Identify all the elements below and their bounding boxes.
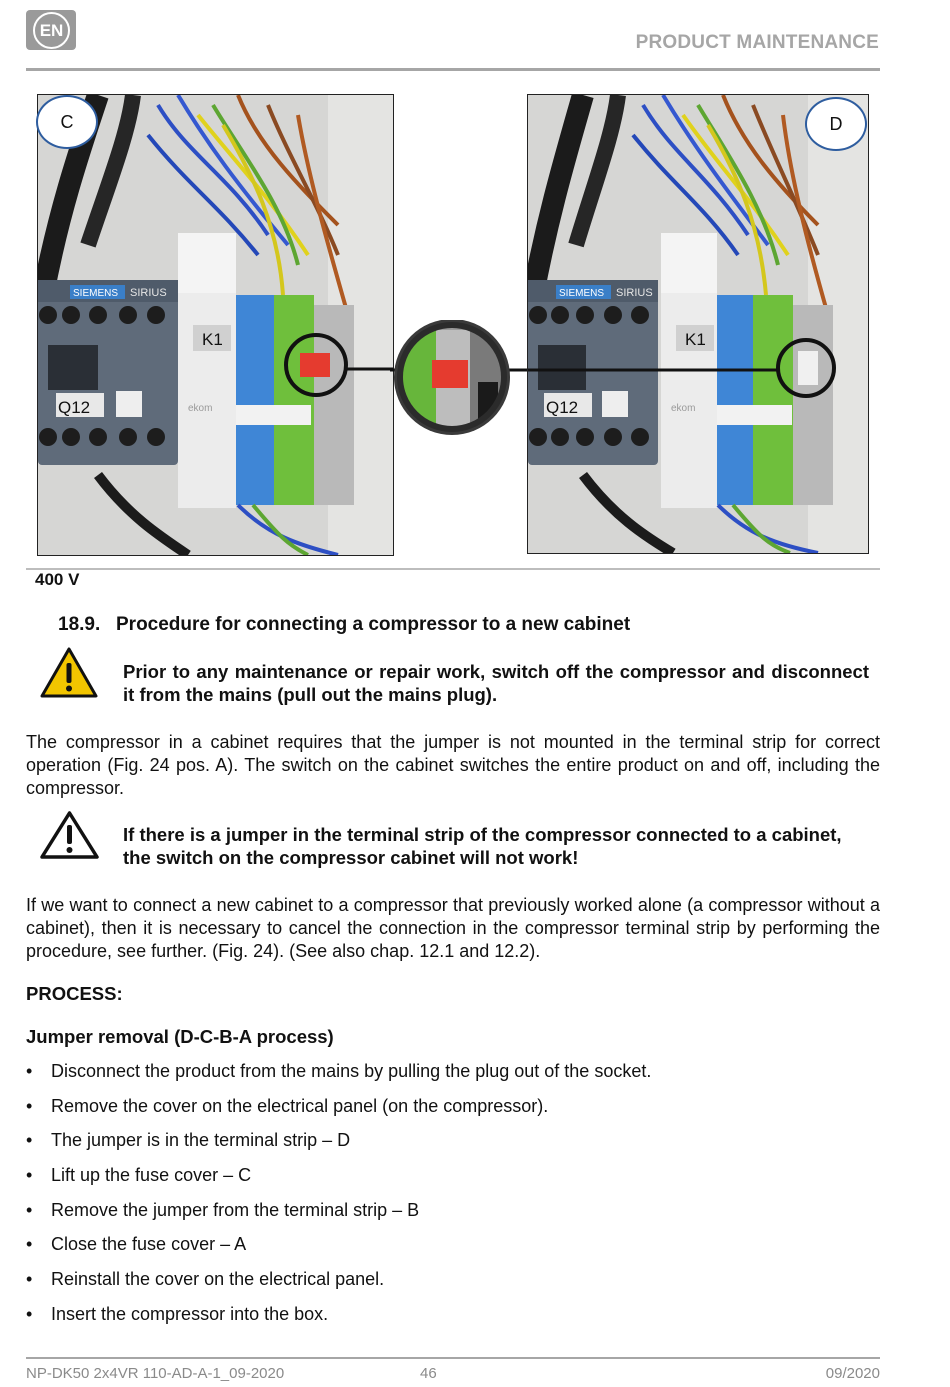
warning-text-2: If there is a jumper in the terminal strip of the compressor connected to a cabinet, the switch on the compressor cabinet will not work! [123, 824, 842, 868]
warning-triangle-outline-icon [39, 810, 100, 860]
photo-d [527, 94, 869, 554]
photo-c-maker: ekom [188, 403, 213, 414]
photo-d-maker: ekom [671, 403, 696, 414]
bullet: • [26, 1303, 33, 1324]
list-item [26, 1060, 880, 1095]
step-text: Reinstall the cover on the electrical panel. [51, 1269, 385, 1290]
step-text: Disconnect the product from the mains by pulling the plug out of the socket. [51, 1061, 652, 1081]
section-heading [58, 614, 630, 636]
step-text: Close the fuse cover – A [51, 1234, 247, 1255]
step-text: Remove the jumper from the terminal strip – B [51, 1199, 420, 1220]
wiring-photo-d [528, 95, 868, 553]
footer-divider [26, 1357, 880, 1359]
step-text: Insert the compressor into the box. [51, 1303, 329, 1324]
footer-doc-id: NP-DK50 2x4VR 110-AD-A-1_09-2020 [26, 1365, 285, 1382]
list-item [26, 1199, 880, 1234]
photo-d-series: SIRIUS [616, 287, 653, 299]
photo-c-contactor: Q12 [58, 398, 91, 417]
steps-list [26, 1060, 880, 1338]
list-item [26, 1095, 880, 1130]
jumper-removal-heading: Jumper removal (D-C-B-A process) [26, 1026, 334, 1047]
photo-c [37, 94, 394, 556]
bullet: • [26, 1095, 33, 1116]
paragraph-2: If we want to connect a new cabinet to a compressor that previously worked alone (a compressor without a cabinet), then it is necessary to cancel the connection in the compressor terminal strip by performing the procedure, see further. (Fig. 24). (See also chap. 12.1 and 12.2). [26, 895, 880, 961]
footer-date: 09/2020 [825, 1365, 880, 1382]
warning-triangle-yellow-icon [39, 646, 99, 699]
bullet: • [26, 1061, 33, 1081]
language-badge [26, 10, 76, 50]
bullet: • [26, 1234, 33, 1255]
bullet: • [26, 1165, 33, 1186]
list-item [26, 1233, 880, 1268]
photo-d-brand: SIEMENS [559, 288, 605, 299]
photo-d-relay: K1 [685, 330, 706, 349]
figure-divider [26, 568, 880, 570]
header-divider [26, 68, 880, 71]
process-heading: PROCESS: [26, 983, 123, 1004]
list-item [26, 1303, 880, 1338]
step-text: Lift up the fuse cover – C [51, 1165, 252, 1186]
photo-d-contactor: Q12 [546, 398, 579, 417]
header-title: PRODUCT MAINTENANCE [635, 32, 879, 53]
voltage-label: 400 V [35, 570, 80, 589]
paragraph-1: The compressor in a cabinet requires that the jumper is not mounted in the terminal strip for correct operation (Fig. 24 pos. A). The switch on the cabinet switches the entire product on and off, including the compressor. [26, 732, 880, 798]
bullet: • [26, 1199, 33, 1220]
section-number: 18.9. [58, 614, 101, 635]
language-badge-text: EN [33, 12, 70, 49]
photo-c-series: SIRIUS [130, 287, 167, 299]
photo-c-brand: SIEMENS [73, 288, 119, 299]
warning-text-1: Prior to any maintenance or repair work, switch off the compressor and disconnect it from the mains (pull out the mains plug). [123, 661, 869, 705]
step-text: Remove the cover on the electrical panel (on the compressor). [51, 1095, 549, 1116]
section-title: Procedure for connecting a compressor to a new cabinet [116, 614, 631, 635]
step-text: The jumper is in the terminal strip – D [51, 1130, 351, 1151]
bullet: • [26, 1130, 33, 1151]
list-item [26, 1129, 880, 1164]
wiring-photo-c [38, 95, 393, 555]
bullet: • [26, 1269, 33, 1290]
photo-d-label: D [805, 97, 867, 151]
list-item [26, 1268, 880, 1303]
photo-c-relay: K1 [202, 330, 223, 349]
footer-page-number: 46 [420, 1365, 437, 1382]
photo-c-label: C [36, 95, 98, 149]
magnifier-circle-icon [390, 320, 530, 440]
list-item [26, 1164, 880, 1199]
